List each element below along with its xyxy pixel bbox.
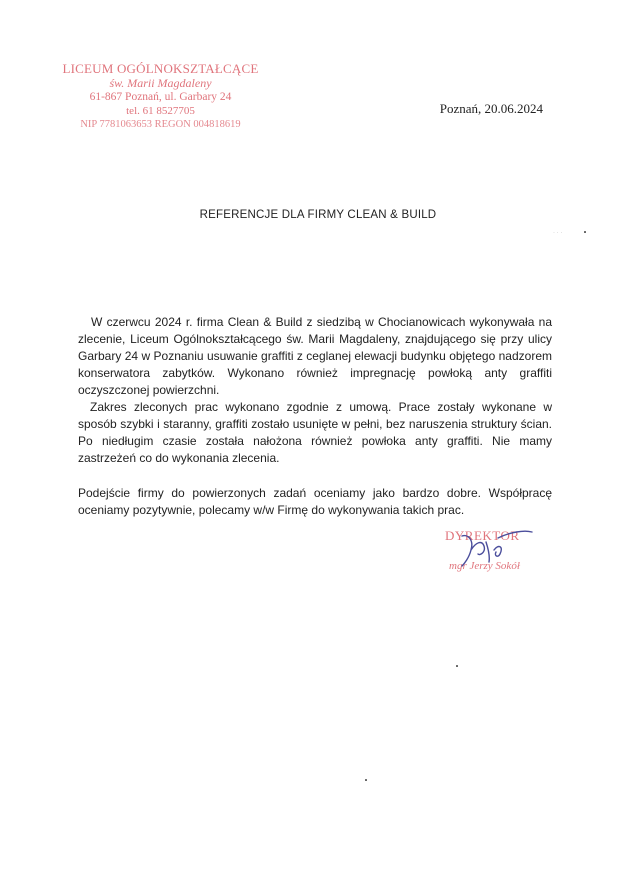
stamp-address: 61-867 Poznań, ul. Garbary 24: [89, 91, 232, 103]
scan-speck: [365, 779, 367, 781]
stamp-tax-ids: NIP 7781063653 REGON 004818619: [80, 119, 241, 130]
stamp-school-name: LICEUM OGÓLNOKSZTAŁCĄCE: [62, 61, 259, 76]
letter-date: Poznań, 20.06.2024: [439, 101, 543, 116]
director-signature-block: [438, 528, 548, 578]
scan-speck: [584, 231, 586, 233]
handwritten-signature-icon: [438, 520, 548, 580]
paragraph-2: Zakres zleconych prac wykonano zgodnie z umową. Prace zostały wykonane w sposób szybki i staranny, graffiti zostało usunięte w pełni, bez naruszenia struktury ścian. Po niedługim czasie została nałożona również powłoka anty graffiti. Nie mamy zastrzeżeń co do wykonania zlecenia.: [78, 400, 552, 465]
signature-stamp-name: mgr Jerzy Sokół: [449, 560, 520, 572]
letter-body: [78, 314, 552, 519]
paragraph-1: W czerwcu 2024 r. firma Clean & Build z siedzibą w Chocianowicach wykonywała na zlecenie, Liceum Ogólnokształcącego św. Marii Magdaleny, znajdującego się przy ulicy Garbary 24 w Poznaniu usuwanie graffiti z ceglanej elewacji budynku objętego nadzorem konserwatora zabytków. Wykonano również impregnację powłoką anty graffiti oczyszczonej powierzchni.: [78, 315, 552, 397]
stamp-patron: św. Marii Magdaleny: [109, 76, 212, 90]
scan-mark-icon: · · ·: [553, 230, 563, 236]
paragraph-3: Podejście firmy do powierzonych zadań oceniamy jako bardzo dobre. Współpracę oceniamy pozytywnie, polecamy w/w Firmę do wykonywania takich prac.: [78, 486, 552, 517]
scan-speck: [456, 665, 458, 667]
signature-stamp-title: DYREKTOR: [445, 528, 520, 543]
letter-title: REFERENCJE DLA FIRMY CLEAN & BUILD: [199, 209, 437, 221]
stamp-phone: tel. 61 8527705: [126, 105, 195, 117]
school-header-stamp: [58, 62, 263, 132]
